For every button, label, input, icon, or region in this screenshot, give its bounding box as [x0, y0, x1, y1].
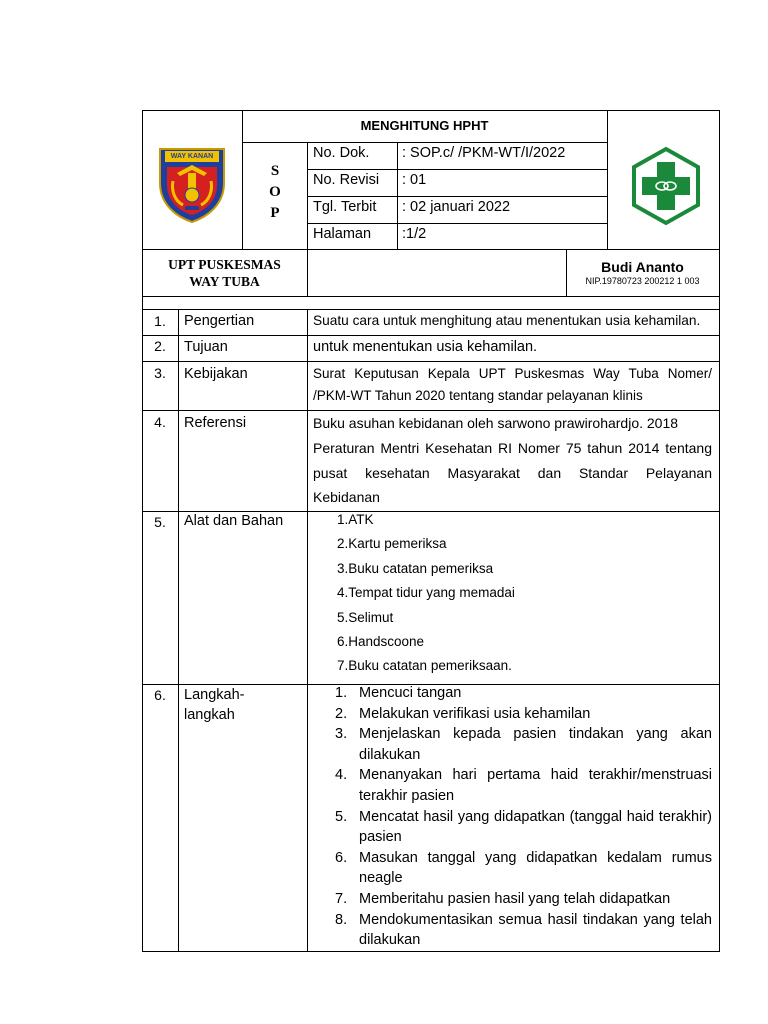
doc-field-value: : 02 januari 2022 [402, 199, 511, 215]
step-number: 4. [335, 767, 348, 784]
list-item [335, 848, 712, 889]
sop-letter-s: S [270, 163, 280, 179]
section-number: 2. [154, 338, 166, 354]
list-item [335, 765, 712, 806]
step-text: Menanyakan hari pertama haid terakhir/menstruasi terakhir pasien [359, 767, 712, 804]
step-text: Mencatat hasil yang didapatkan (tanggal haid terakhir) pasien [359, 808, 712, 846]
step-text: Mencuci tangan [359, 685, 462, 701]
section-label-langkah-line1: Langkah- [184, 687, 245, 703]
list-item [335, 807, 712, 848]
doc-field-value: : SOP.c/ /PKM-WT/I/2022 [402, 145, 566, 161]
section-text-tujuan: untuk menentukan usia kehamilan. [313, 339, 538, 355]
step-number: 5. [335, 808, 348, 825]
alat-item: 2.Kartu pemeriksa [337, 536, 447, 551]
list-item [335, 889, 712, 910]
section-label-kebijakan: Kebijakan [184, 366, 248, 382]
step-number: 3. [335, 726, 348, 743]
step-number: 8. [335, 911, 348, 928]
section-number: 6. [154, 687, 166, 703]
step-number: 7. [335, 890, 348, 907]
doc-field-label: No. Revisi [313, 172, 380, 188]
list-item [335, 704, 712, 725]
way-kanan-emblem-icon [157, 143, 227, 223]
section-number: 3. [154, 365, 166, 381]
sop-letter-o: O [269, 184, 281, 200]
alat-item: 1.ATK [337, 512, 374, 527]
step-text: Mendokumentasikan semua hasil tindakan yang telah dilakukan [359, 911, 712, 949]
list-item [335, 683, 712, 704]
section-label-langkah-line2: langkah [184, 707, 235, 723]
doc-field-label: No. Dok. [313, 145, 370, 161]
step-number: 6. [335, 849, 348, 866]
alat-item: 5.Selimut [337, 610, 394, 625]
section-text-line: Kebidanan [313, 489, 380, 505]
doc-field-label: Tgl. Terbit [313, 199, 377, 215]
document-title: MENGHITUNG HPHT [360, 118, 489, 133]
signer-nip: NIP.19780723 200212 1 003 [585, 276, 700, 286]
step-text: Melakukan verifikasi usia kehamilan [359, 705, 591, 722]
puskesmas-cross-logo-icon [626, 146, 706, 226]
doc-field-value: : 01 [402, 172, 427, 188]
org-name-line2: WAY TUBA [189, 274, 260, 289]
section-number: 1. [154, 313, 166, 329]
org-name-line1: UPT PUSKESMAS [168, 257, 281, 272]
section-label-alat: Alat dan Bahan [184, 513, 284, 529]
step-text: Memberitahu pasien hasil yang telah didapatkan [359, 890, 671, 907]
section-text-line: pusat kesehatan Masyarakat dan Standar Pelayanan [313, 465, 712, 481]
doc-field-value: :1/2 [402, 226, 427, 242]
step-number: 2. [335, 705, 348, 722]
section-label-pengertian: Pengertian [184, 313, 255, 329]
list-item [335, 724, 712, 765]
section-label-referensi: Referensi [184, 415, 247, 431]
step-text: Menjelaskan kepada pasien tindakan yang akan dilakukan [359, 726, 712, 763]
alat-item: 4.Tempat tidur yang memadai [337, 585, 515, 600]
section-number: 4. [154, 414, 166, 430]
alat-item: 3.Buku catatan pemeriksa [337, 561, 494, 576]
section-text-line: Surat Keputusan Kepala UPT Puskesmas Way Tuba Nomer/ [313, 366, 712, 381]
list-item [335, 910, 712, 951]
doc-field-label: Halaman [313, 226, 372, 242]
step-number: 1. [335, 685, 348, 701]
alat-item: 7.Buku catatan pemeriksaan. [337, 658, 512, 673]
section-text-line: Peraturan Mentri Kesehatan RI Nomer 75 tahun 2014 tentang [313, 440, 712, 456]
sop-letter-p: P [270, 205, 280, 221]
section-text-line: Buku asuhan kebidanan oleh sarwono prawirohardjo. 2018 [313, 415, 679, 431]
section-text-pengertian: Suatu cara untuk menghitung atau menentukan usia kehamilan. [313, 313, 701, 328]
section-label-tujuan: Tujuan [184, 339, 228, 355]
section-text-line: /PKM-WT Tahun 2020 tentang standar pelayanan klinis [313, 388, 643, 403]
signer-name: Budi Ananto [601, 259, 684, 275]
steps-list [335, 683, 712, 951]
alat-item: 6.Handscoone [337, 634, 425, 649]
step-text: Masukan tanggal yang didapatkan kedalam rumus neagle [359, 849, 712, 887]
section-number: 5. [154, 514, 166, 530]
emblem-banner-text: WAY KANAN [170, 153, 214, 160]
